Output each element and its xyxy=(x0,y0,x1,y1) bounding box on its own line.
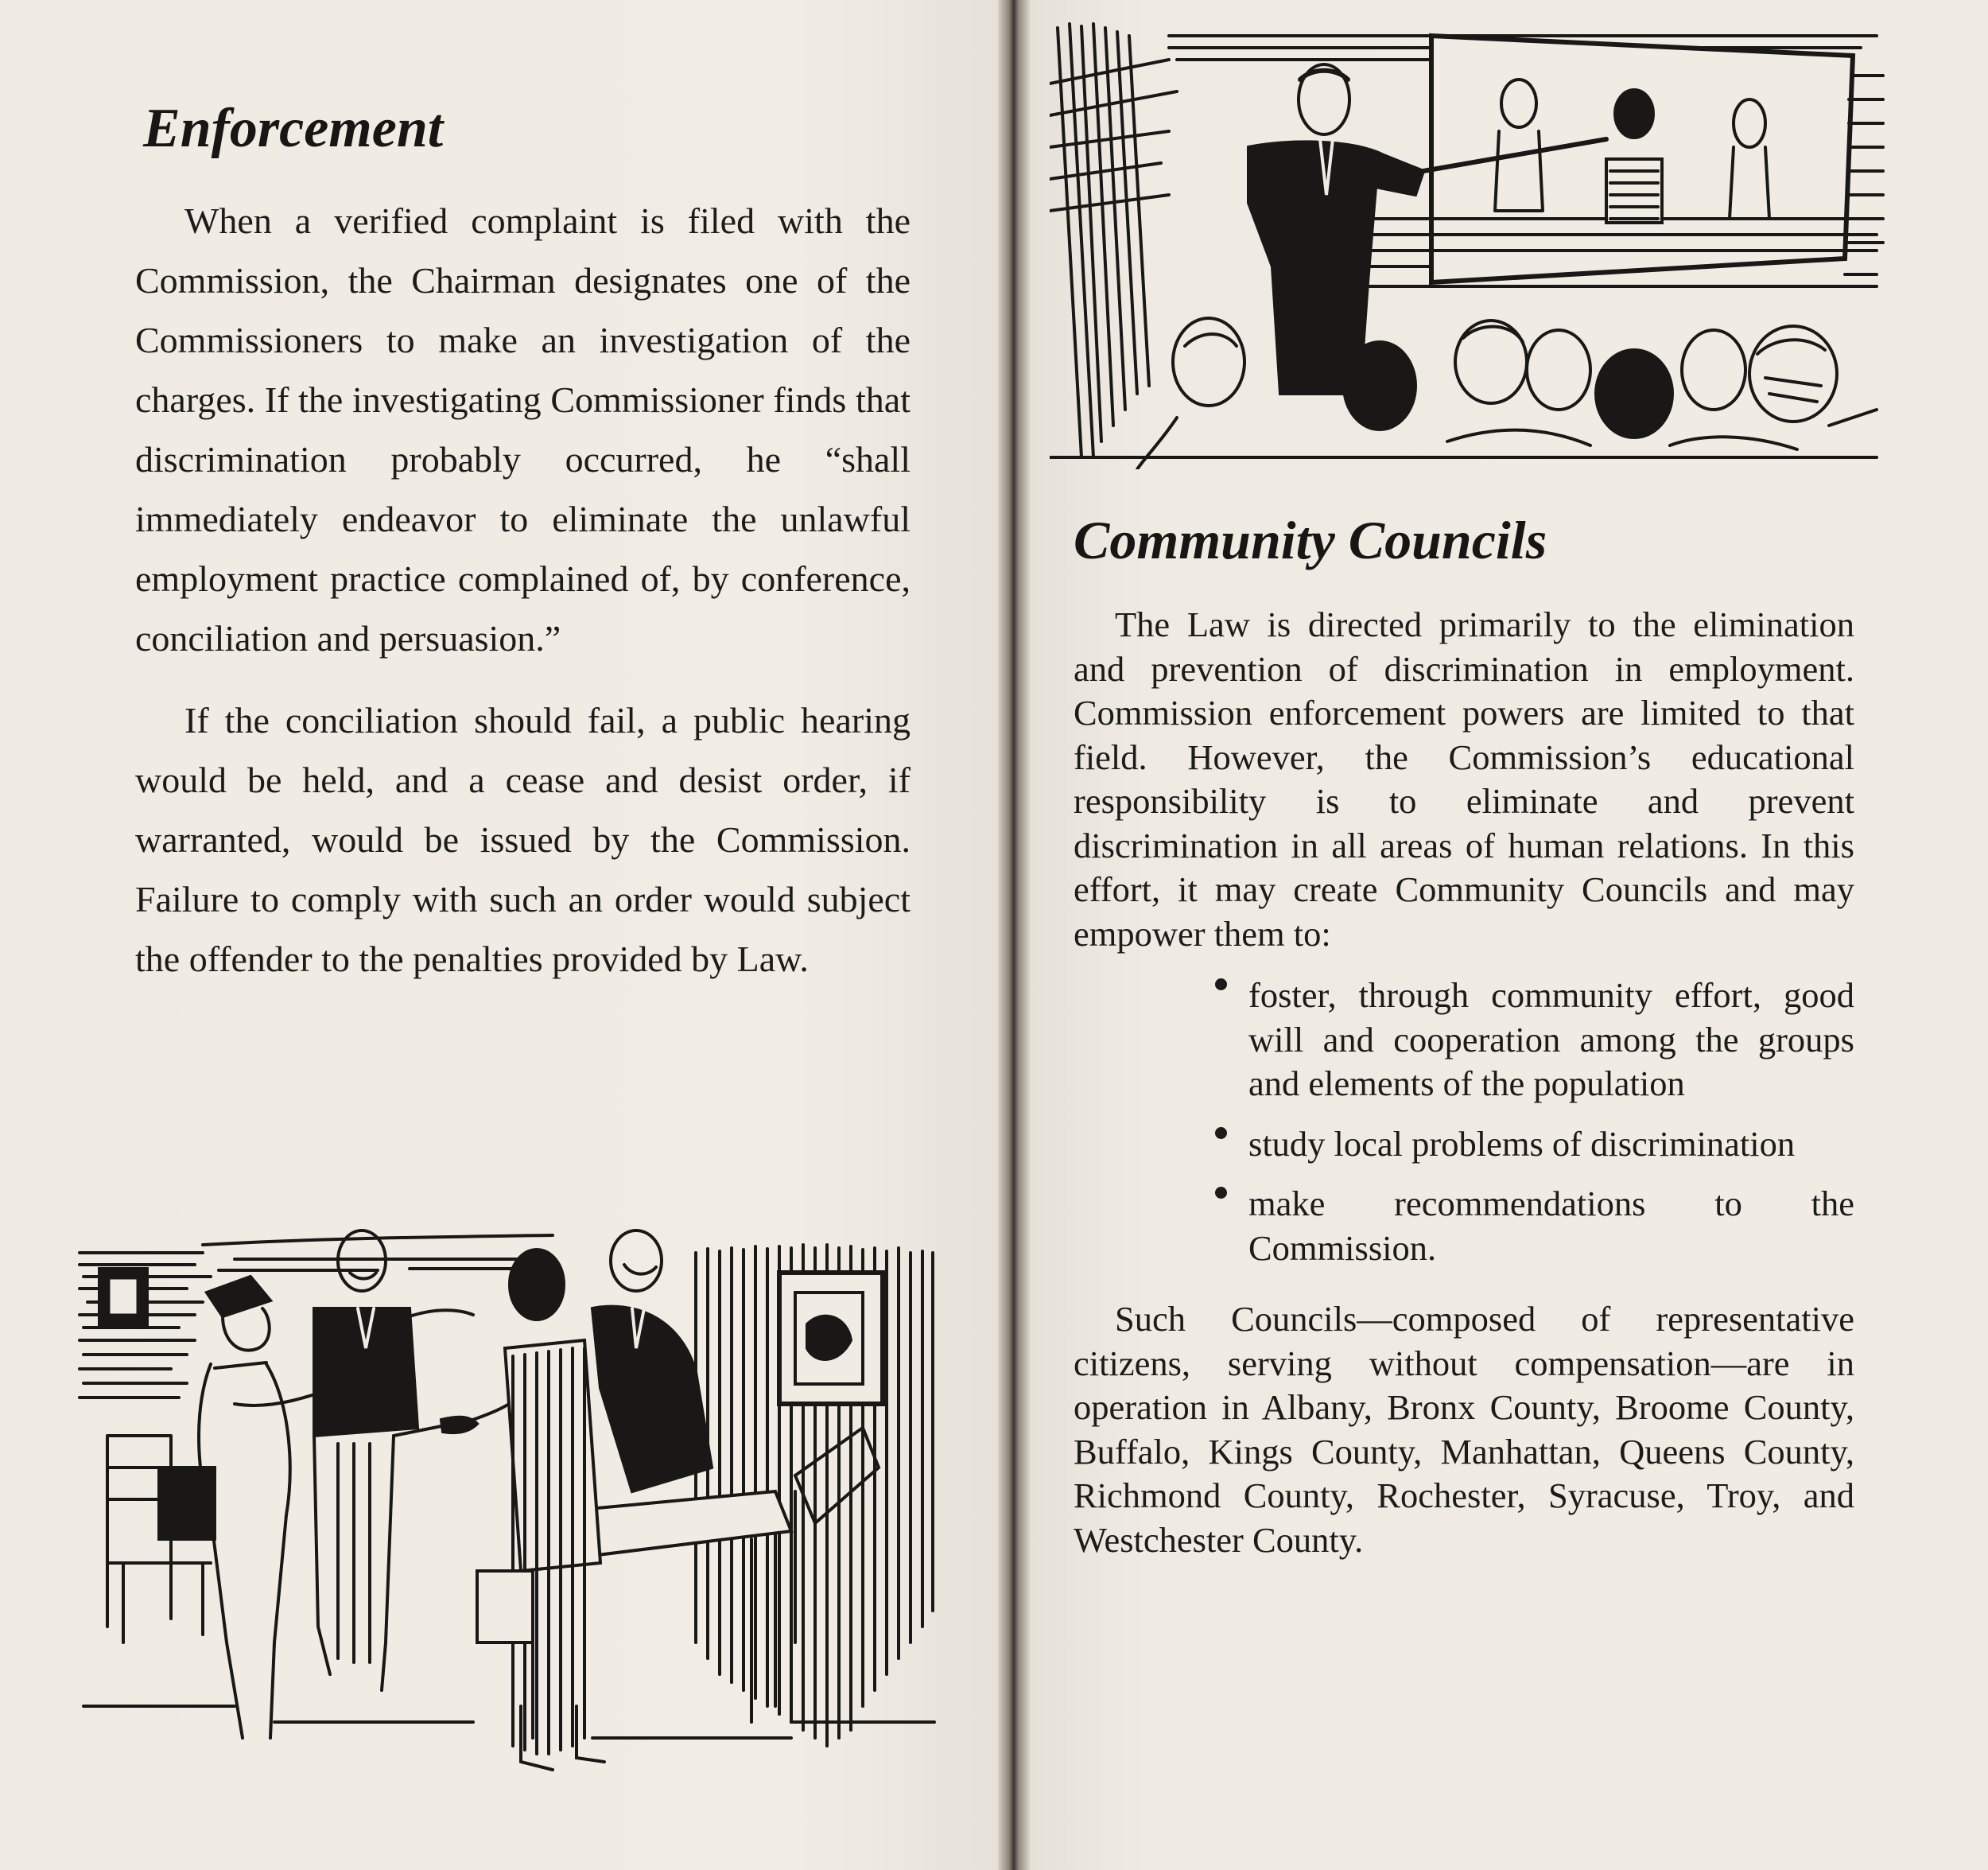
community-councils-closing: Such Councils—composed of representative citizens, serving without compensation—are in operation in Albany, Bronx County, Broome County, Buffalo, Kings County, Manhattan, Queens County, Richmond County, Rochester, Syracuse, Troy, and Westchester County. xyxy=(1074,1299,1854,1560)
handshake-office-illustration xyxy=(76,1229,938,1778)
bullet-icon xyxy=(1215,978,1227,990)
list-item: study local problems of discrimination xyxy=(1248,1122,1854,1167)
enforcement-paragraph-1: When a verified complaint is filed with the Commission, the Chairman designates one of the Commissioners to make an investigation of the charges. If the investigating Commissioner finds that discrimination probably occurred, he “shall immediately endeavor to eliminate the unlawful employment practice complained of, by conference, conciliation and persuasion.” xyxy=(135,200,911,659)
enforcement-text xyxy=(135,191,911,1011)
right-page xyxy=(1030,0,1988,1870)
enforcement-paragraph-2: If the conciliation should fail, a public hearing would be held, and a cease and desist order, if warranted, would be issued by the Commission. Failure to comply with such an order would subject the offender to the penalties provided by Law. xyxy=(135,700,911,979)
community-councils-intro: The Law is directed primarily to the elimination and prevention of discrimination in employment. Commission enforcement powers are limited to that field. However, the Commission’s educational responsibility is to eliminate and prevent discrimination in all areas of human relations. In this effort, it may create Community Councils and may empower them to: xyxy=(1074,605,1854,954)
bullet-icon xyxy=(1215,1127,1227,1139)
council-powers-list xyxy=(1074,974,1854,1270)
list-item: foster, through community effort, good will and cooperation among the groups and elements of the population xyxy=(1248,974,1854,1106)
list-item: make recommendations to the Commission. xyxy=(1248,1182,1854,1270)
bullet-icon xyxy=(1215,1187,1227,1199)
book-gutter xyxy=(998,0,1030,1870)
lecture-illustration xyxy=(1050,12,1885,469)
community-councils-text xyxy=(1074,603,1854,1562)
enforcement-heading: Enforcement xyxy=(143,98,444,159)
community-councils-heading: Community Councils xyxy=(1074,510,1547,570)
